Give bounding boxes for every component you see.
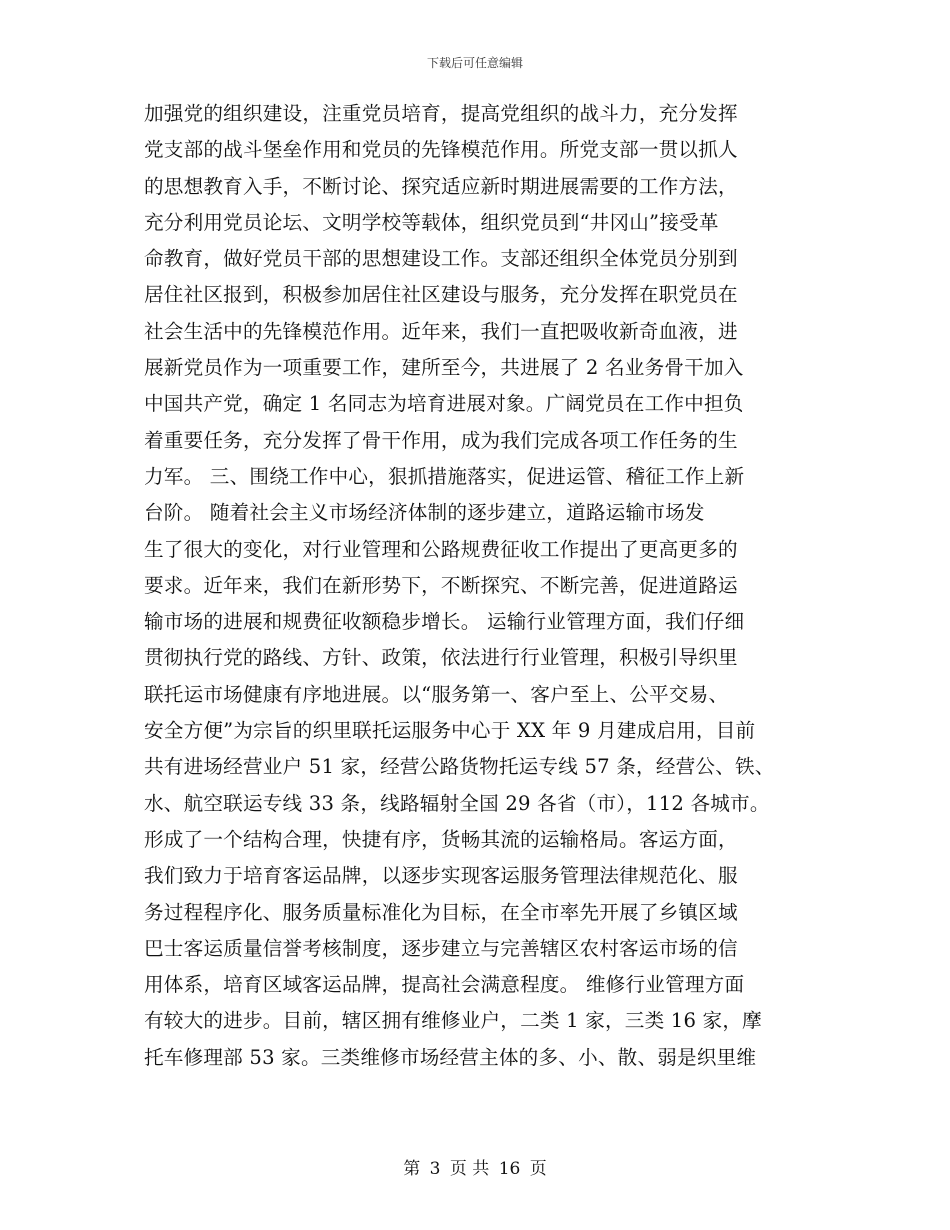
- current-page-number: 3: [429, 1159, 441, 1179]
- text-line: 社会生活中的先锋模范作用。近年来，我们一直把吸收新奇血液，进: [144, 319, 738, 343]
- footer-prefix: 第: [403, 1159, 421, 1179]
- body-text: [144, 96, 809, 1076]
- text-line: 安全方便”为宗旨的织里联托运服务中心于 XX 年 9 月建成启用，目前: [144, 719, 756, 743]
- text-line: 展新党员作为一项重要工作，建所至今，共进展了 2 名业务骨干加入: [144, 356, 744, 380]
- text-line: 党支部的战斗堡垒作用和党员的先锋模范作用。所党支部一贯以抓人: [144, 138, 738, 162]
- text-line: 托车修理部 53 家。三类维修市场经营主体的多、小、散、弱是织里维: [144, 1045, 757, 1069]
- text-line: 水、航空联运专线 33 条，线路辐射全国 29 各省（市），112 各城市。: [144, 791, 770, 815]
- text-line: 命教育，做好党员干部的思想建设工作。支部还组织全体党员分别到: [144, 247, 738, 271]
- text-line: 生了很大的变化，对行业管理和公路规费征收工作提出了更高更多的: [144, 537, 738, 561]
- page-footer: [0, 1154, 950, 1179]
- text-line: 的思想教育入手，不断讨论、探究适应新时期进展需要的工作方法，: [144, 174, 738, 198]
- text-line: 力军。 三、围绕工作中心，狠抓措施落实，促进运管、稽征工作上新: [144, 464, 745, 488]
- text-line: 用体系，培育区域客运品牌，提高社会满意程度。 维修行业管理方面: [144, 973, 745, 997]
- text-line: 巴士客运质量信誉考核制度，逐步建立与完善辖区农村客运市场的信: [144, 936, 738, 960]
- text-line: 形成了一个结构合理，快捷有序，货畅其流的运输格局。客运方面，: [144, 827, 738, 851]
- footer-suffix: 页: [529, 1159, 547, 1179]
- text-line: 加强党的组织建设，注重党员培育，提高党组织的战斗力，充分发挥: [144, 102, 738, 125]
- text-line: 务过程程序化、服务质量标准化为目标，在全市率先开展了乡镇区域: [144, 900, 738, 924]
- text-line: 我们致力于培育客运品牌，以逐步实现客运服务管理法律规范化、服: [144, 864, 738, 888]
- text-line: 有较大的进步。目前，辖区拥有维修业户，二类 1 家，三类 16 家，摩: [144, 1009, 762, 1033]
- page-header: 下载后可任意编辑: [426, 56, 523, 70]
- total-page-count: 16: [498, 1159, 521, 1179]
- text-line: 充分利用党员论坛、文明学校等载体，组织党员到“井冈山”接受革: [144, 210, 719, 234]
- text-line: 贯彻执行党的路线、方针、政策，依法进行行业管理，积极引导织里: [144, 646, 738, 670]
- text-line: 居住社区报到，积极参加居住社区建设与服务，充分发挥在职党员在: [144, 283, 738, 307]
- text-line: 台阶。 随着社会主义市场经济体制的逐步建立，道路运输市场发: [144, 501, 705, 525]
- text-line: 联托运市场健康有序地进展。以“服务第一、客户至上、公平交易、: [144, 682, 729, 706]
- text-line: 输市场的进展和规费征收额稳步增长。 运输行业管理方面，我们仔细: [144, 610, 745, 634]
- text-line: 着重要任务，充分发挥了骨干作用，成为我们完成各项工作任务的生: [144, 428, 738, 452]
- text-line: 共有进场经营业户 51 家，经营公路货物托运专线 57 条，经营公、铁、: [144, 755, 775, 779]
- footer-middle: 页 共: [449, 1159, 490, 1179]
- text-line: 要求。近年来，我们在新形势下，不断探究、不断完善，促进道路运: [144, 573, 738, 597]
- text-line: 中国共产党，确定 1 名同志为培育进展对象。广阔党员在工作中担负: [144, 392, 744, 416]
